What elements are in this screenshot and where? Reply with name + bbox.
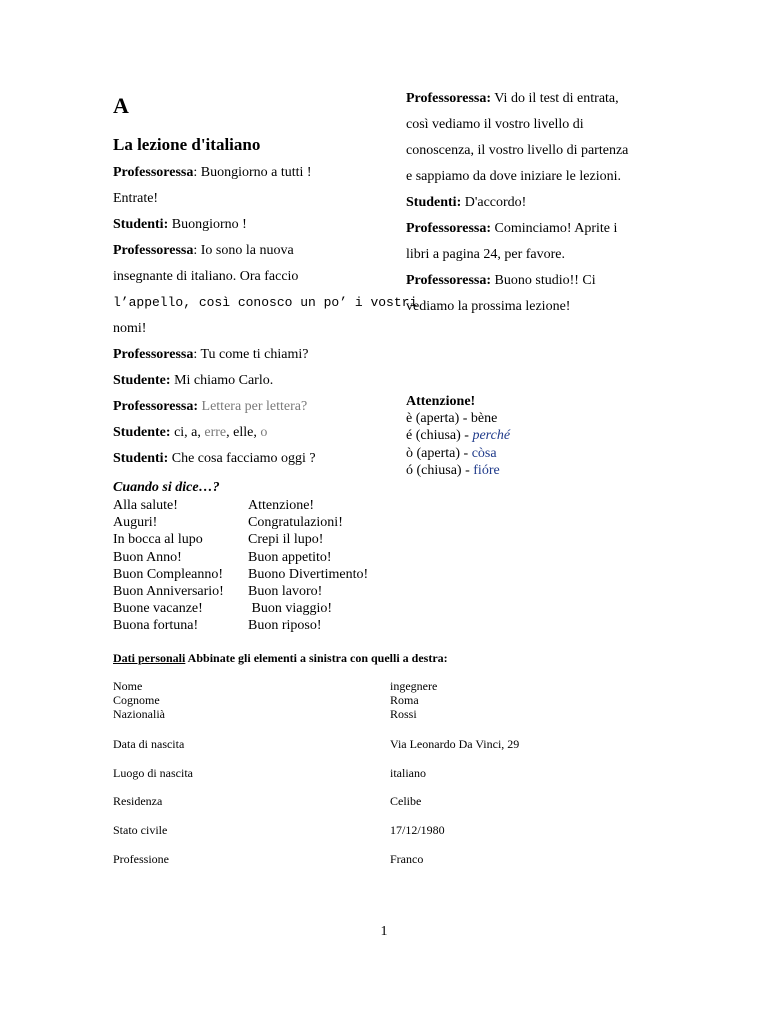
dialog-line: [113, 290, 417, 316]
phrase: In bocca al lupo: [113, 532, 203, 548]
dati-group-right: [390, 679, 437, 721]
dialog-text: Vi do il test di entrata,: [491, 91, 619, 106]
dialog-text: , elle,: [226, 425, 261, 440]
speaker: Professoressa: [113, 347, 194, 362]
dialog-line: [113, 368, 417, 394]
phrase: Buona fortuna!: [113, 618, 199, 634]
dialog-text: Che cosa facciamo oggi ?: [168, 451, 316, 466]
dialog-text: : Tu come ti chiami?: [193, 347, 309, 362]
dialog-text: erre: [204, 425, 227, 440]
dati-item: Rossi: [390, 707, 417, 721]
speaker: Professoressa:: [406, 221, 492, 236]
speaker: Professoressa: [113, 165, 194, 180]
dialog-line: [406, 268, 628, 294]
dati-item: italiano: [390, 766, 426, 780]
dialog-text: Buongiorno !: [168, 217, 247, 232]
cuando-col1: [113, 497, 224, 635]
dialog-line: [113, 446, 417, 472]
dialog-line: [113, 394, 417, 420]
attention-left: ò (aperta) -: [406, 445, 472, 461]
speaker: Professoressa: [113, 243, 194, 258]
dati-item: Professione: [113, 852, 169, 866]
dati-item: Via Leonardo Da Vinci, 29: [390, 737, 520, 751]
dialog-line: [113, 160, 417, 186]
cuando-col2: [248, 497, 368, 635]
phrase: Buon Anniversario!: [113, 584, 224, 600]
attention-left: è (aperta) -: [406, 411, 471, 427]
phrase: Buon viaggio!: [248, 601, 332, 617]
dialog-line: [406, 112, 628, 138]
phrase: Buon appetito!: [248, 549, 332, 565]
dialog-line: [406, 164, 628, 190]
attention-left: é (chiusa) -: [406, 428, 473, 444]
phrase: Buon riposo!: [248, 618, 322, 634]
attention-box: [406, 393, 510, 479]
speaker: Studente:: [113, 425, 171, 440]
page-number: 1: [380, 924, 388, 939]
lesson-title: La lezione d'italiano: [113, 135, 261, 154]
phrase: Attenzione!: [248, 498, 315, 513]
dati-item: Data di nascita: [113, 737, 185, 751]
speaker: Studenti:: [113, 451, 169, 466]
dialog-text: D'accordo!: [461, 195, 527, 210]
dialog-text: o: [260, 425, 268, 440]
dialog-line: [406, 190, 628, 216]
phrase: Buon lavoro!: [248, 584, 323, 600]
dialog-line: [113, 316, 417, 342]
dati-item: Stato civile: [113, 823, 168, 837]
dialog-line: [406, 216, 628, 242]
phrase: Buon Compleanno!: [113, 566, 224, 582]
speaker: Studenti:: [113, 217, 169, 232]
dialog-text: Lettera per lettera?: [198, 399, 308, 414]
phrase: Buon Anno!: [113, 549, 182, 565]
dati-title: [113, 651, 448, 665]
cuando-title: Cuando si dice…?: [113, 480, 220, 495]
attention-row: [406, 410, 510, 427]
dati-item: Roma: [390, 693, 419, 707]
attention-word: bène: [470, 411, 498, 427]
attention-left: ó (chiusa) -: [406, 462, 474, 478]
dialog-line: [406, 242, 628, 268]
dialog-line: [113, 186, 417, 212]
dialog-line: [113, 212, 417, 238]
speaker: Professoressa:: [406, 91, 492, 106]
dialog-line: [113, 264, 417, 290]
dialog-text: Mi chiamo Carlo.: [170, 373, 274, 388]
dialog-line: [113, 342, 417, 368]
dati-item: 17/12/1980: [390, 823, 445, 837]
dialog-text: l’appello, così conosco un po’ i vostri: [113, 295, 418, 310]
dialog-line: [113, 420, 417, 446]
dialog-text: libri a pagina 24, per favore.: [406, 247, 565, 262]
dati-item: ingegnere: [390, 679, 438, 693]
attention-title: Attenzione!: [406, 394, 476, 409]
attention-row: [406, 462, 510, 479]
dialog-text: vediamo la prossima lezione!: [406, 299, 571, 314]
dialog-text: così vediamo il vostro livello di: [406, 117, 584, 132]
dialog-text: : Io sono la nuova: [193, 243, 294, 258]
dialog-line: [113, 238, 417, 264]
dialog-text: Entrate!: [113, 191, 159, 206]
attention-row: [406, 445, 510, 462]
phrase: Crepi il lupo!: [248, 532, 324, 548]
dati-title-underlined: Dati personali: [113, 651, 186, 665]
dialog-line: [406, 86, 628, 112]
dati-item: Nome: [113, 679, 143, 693]
attention-word: fióre: [473, 462, 500, 478]
dati-item: Cognome: [113, 693, 160, 707]
speaker: Studente:: [113, 373, 171, 388]
dialog-text: Buono studio!! Ci: [491, 273, 596, 288]
attention-word: còsa: [471, 445, 497, 461]
attention-word: perché: [472, 428, 511, 444]
dati-item: Celibe: [390, 794, 422, 808]
dialog-text: conoscenza, il vostro livello di partenza: [406, 143, 629, 158]
dialog-text: e sappiamo da dove iniziare le lezioni.: [406, 169, 621, 184]
dati-group-left: [113, 679, 165, 721]
speaker: Professoressa:: [113, 399, 199, 414]
attention-row: [406, 427, 510, 444]
phrase: Auguri!: [113, 515, 158, 531]
speaker: Professoressa:: [406, 273, 492, 288]
dialog-line: [406, 138, 628, 164]
phrase: Alla salute!: [113, 498, 178, 513]
dialog-line: [406, 294, 628, 320]
dialog-left: [113, 160, 417, 472]
speaker: Studenti:: [406, 195, 462, 210]
dati-item: Franco: [390, 852, 424, 866]
dati-item: Nazionalià: [113, 707, 165, 721]
section-letter: A: [113, 93, 129, 118]
dialog-text: ci, a,: [170, 425, 205, 440]
phrase: Buone vacanze!: [113, 601, 203, 617]
dialog-right: [406, 86, 628, 320]
dialog-text: insegnante di italiano. Ora faccio: [113, 269, 299, 284]
dati-item: Residenza: [113, 794, 163, 808]
dati-title-rest: Abbinate gli elementi a sinistra con quelli a destra:: [185, 651, 448, 665]
phrase: Congratulazioni!: [248, 515, 343, 531]
dialog-text: : Buongiorno a tutti !: [193, 165, 312, 180]
phrase: Buono Divertimento!: [248, 566, 369, 582]
dati-item: Luogo di nascita: [113, 766, 193, 780]
dialog-text: nomi!: [113, 321, 147, 336]
dialog-text: Cominciamo! Aprite i: [491, 221, 618, 236]
